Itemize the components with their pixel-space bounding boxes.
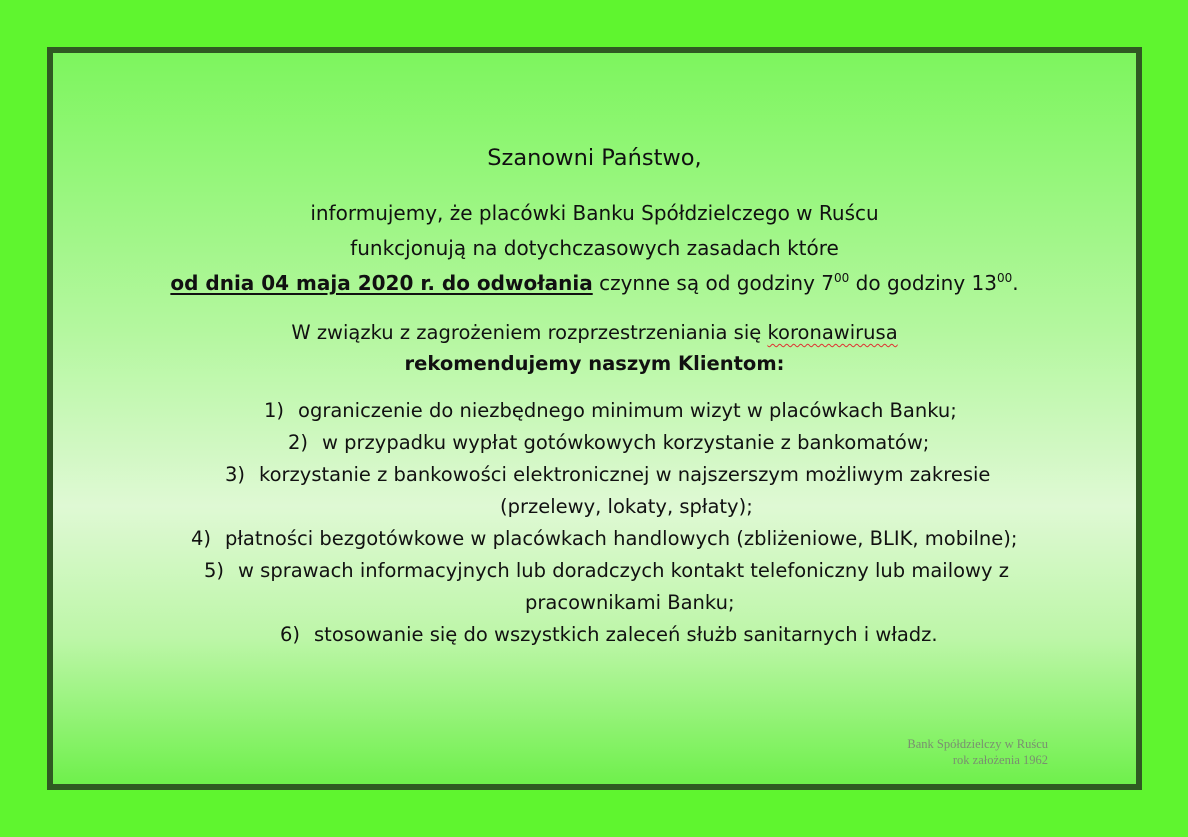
hours-sup-2: 00 [996, 271, 1013, 285]
notice-frame [47, 47, 1142, 790]
list-item [288, 431, 929, 454]
association-line-2: rekomendujemy naszym Klientom: [404, 352, 785, 375]
list-item [225, 463, 990, 486]
list-item [191, 527, 1017, 550]
date-range: od dnia 04 maja 2020 r. do odwołania [170, 271, 593, 295]
intro-line-1: informujemy, że placówki Banku Spółdzielczego w Ruścu [310, 201, 879, 225]
list-item-continuation: (przelewy, lokaty, spłaty); [500, 495, 753, 518]
intro-line-3 [53, 271, 1136, 295]
list-item [204, 559, 1009, 582]
hours-sup-1: 00 [834, 271, 850, 285]
list-text: stosowanie się do wszystkich zaleceń służb sanitarnych i władz. [314, 623, 938, 646]
greeting: Szanowni Państwo, [487, 145, 702, 171]
spellcheck-word: koronawirusa [767, 321, 898, 344]
hours-text-1: czynne są od godziny 7 [592, 271, 835, 295]
list-number: 6) [280, 623, 301, 646]
association-text: W związku z zagrożeniem rozprzestrzeniania się [291, 321, 768, 344]
list-item-continuation: pracownikami Banku; [525, 591, 735, 614]
list-text: ograniczenie do niezbędnego minimum wizyt w placówkach Banku; [298, 399, 957, 422]
list-number: 5) [204, 559, 225, 582]
intro-line-2: funkcjonują na dotychczasowych zasadach które [350, 236, 839, 260]
list-text: w sprawach informacyjnych lub doradczych kontakt telefoniczny lub mailowy z [238, 559, 1009, 582]
bank-founded: rok założenia 1962 [952, 753, 1048, 767]
list-item [264, 399, 957, 422]
list-text: korzystanie z bankowości elektronicznej w najszerszym możliwym zakresie [259, 463, 991, 486]
bank-name: Bank Spółdzielczy w Ruścu [907, 737, 1048, 751]
list-text: płatności bezgotówkowe w placówkach handlowych (zbliżeniowe, BLIK, mobilne); [225, 527, 1018, 550]
list-number: 4) [191, 527, 212, 550]
association-line-1 [53, 321, 1136, 344]
list-text: w przypadku wypłat gotówkowych korzystanie z bankomatów; [322, 431, 930, 454]
list-number: 1) [264, 399, 285, 422]
list-number: 2) [288, 431, 309, 454]
hours-text-2: do godziny 13 [849, 271, 997, 295]
list-number: 3) [225, 463, 246, 486]
hours-end: . [1012, 271, 1019, 295]
bank-footer [907, 736, 1048, 768]
list-item [280, 623, 938, 646]
